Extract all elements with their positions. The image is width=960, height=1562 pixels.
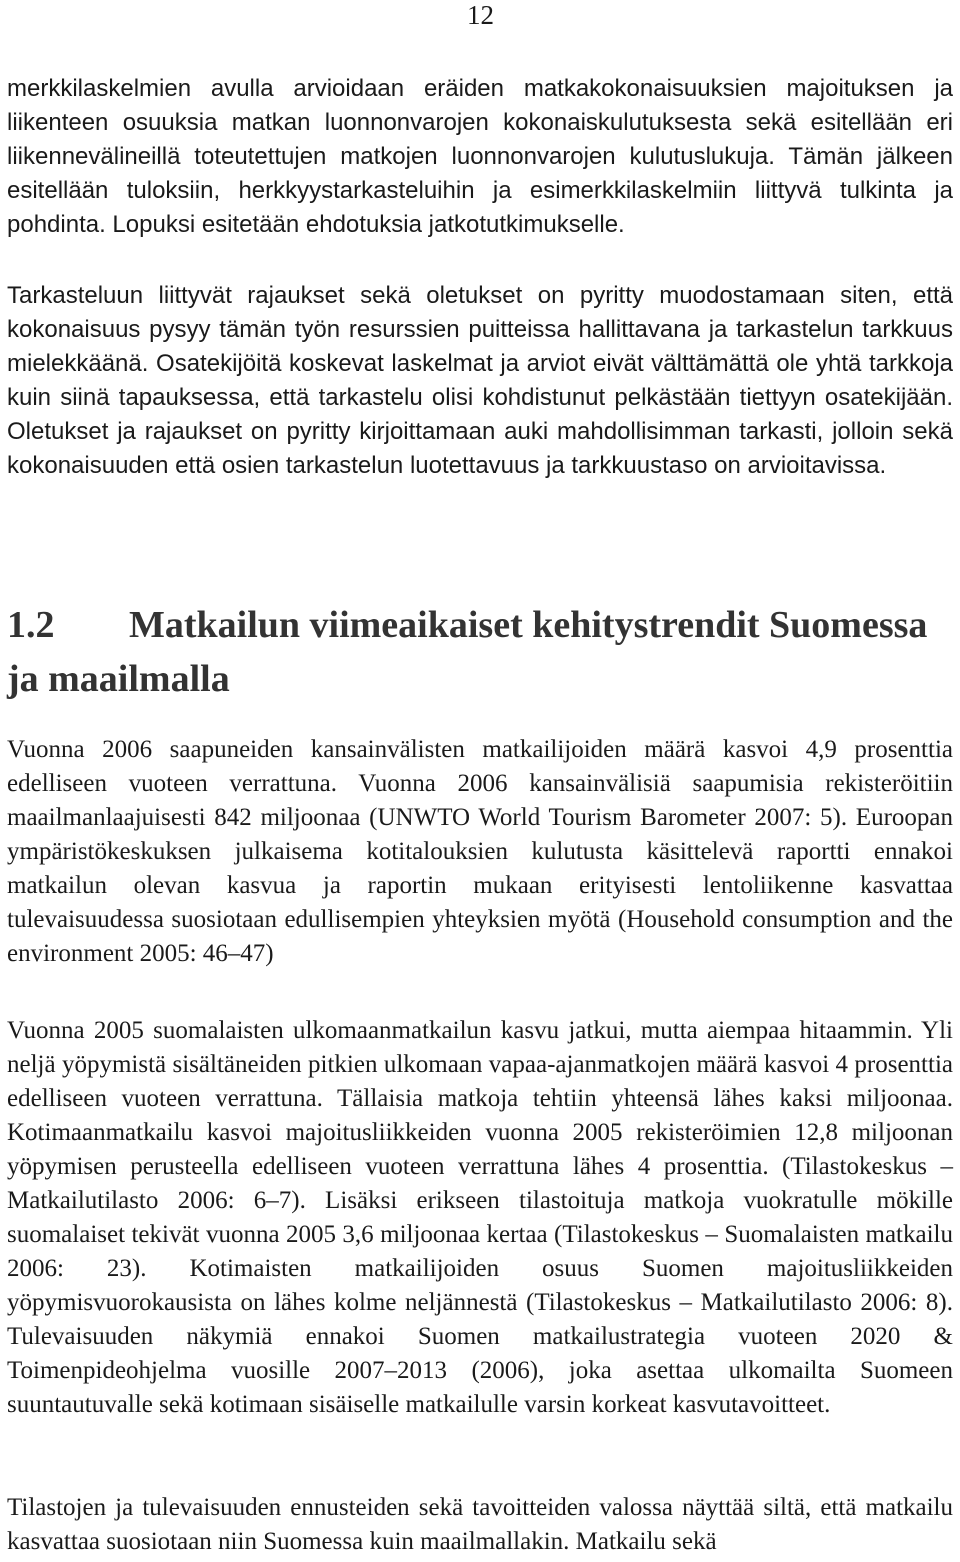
section-paragraph-3: Tilastojen ja tulevaisuuden ennusteiden sekä tavoitteiden valossa näyttää siltä, että matkailu kasvattaa suosiotaan niin Suomessa kuin maailmallakin. Matkailu sekä xyxy=(7,1494,953,1555)
section-heading xyxy=(7,598,953,706)
section-number: 1.2 xyxy=(7,604,55,646)
section-paragraph-2: Vuonna 2005 suomalaisten ulkomaanmatkailun kasvu jatkui, mutta aiempaa hitaammin. Yli neljä yöpymistä sisältäneiden pitkien ulkomaan vapaa-ajanmatkojen määrä kasvoi 4 prosenttia edelliseen vuoteen verrattuna. Tällaisia matkoja tehtiin yhteensä lähes kaksi miljoonaa. Kotimaanmatkailu kasvoi majoitusliikkeiden vuonna 2005 rekisteröimien 12,8 miljoonan yöpymisen perusteella edelliseen vuoteen verrattuna lähes 4 prosenttia. (Tilastokeskus – Matkailutilasto 2006: 6–7). Lisäksi erikseen tilastoituja matkoja vuokratulle mökille suomalaiset tekivät vuonna 2005 3,6 miljoonaa kertaa (Tilastokeskus – Suomalaisten matkailu 2006: 23). Kotimaisten matkailijoiden osuus Suomen majoitusliikkeiden yöpymisvuorokausista on lähes kolme neljännestä (Tilastokeskus – Matkailutilasto 2006: 8). Tulevaisuuden näkymiä ennakoi Suomen matkailustrategia vuoteen 2020 & Toimenpideohjelma vuosille 2007–2013 (2006), joka asettaa ulkomailta Suomeen suuntautuvalle sekä kotimaan sisäiselle matkailulle varsin korkeat kasvutavoitteet. xyxy=(7,1017,953,1418)
section-paragraph-1: Vuonna 2006 saapuneiden kansainvälisten matkailijoiden määrä kasvoi 4,9 prosenttia edelliseen vuoteen verrattuna. Vuonna 2006 kansainvälisiä saapumisia rekisteröitiin maailmanlaajuisesti 842 miljoonaa (UNWTO World Tourism Barometer 2007: 5). Euroopan ympäristökeskuksen julkaisema kotitalouksien kulutusta käsittelevä raportti ennakoi matkailun olevan kasvua ja raportin mukaan erityisesti lentoliikenne kasvattaa tulevaisuudessa suosiotaan edullisempien yhteyksien myötä (Household consumption and the environment 2005: 46–47) xyxy=(7,736,953,967)
intro-paragraph-2: Tarkasteluun liittyvät rajaukset sekä oletukset on pyritty muodostamaan siten, että kokonaisuus pysyy tämän työn resurssien puitteissa hallittavana ja tarkastelun tarkkuus mielekkäänä. Osatekijöitä koskevat laskelmat ja arviot eivät välttämättä ole yhtä tarkkoja kuin siinä tapauksessa, että tarkastelu olisi kohdistunut pelkästään tiettyyn osatekijään. Oletukset ja rajaukset on pyritty kirjoittamaan auki mahdollisimman tarkasti, jolloin sekä kokonaisuuden että osien tarkastelun luotettavuus ja tarkkuustaso on arvioitavissa. xyxy=(7,282,953,479)
intro-paragraph-1: merkkilaskelmien avulla arvioidaan eräiden matkakokonaisuuksien majoituksen ja liikenteen osuuksia matkan luonnonvarojen kokonaiskulutuksesta sekä esitellään eri liikennevälineillä toteutettujen matkojen luonnonvarojen kulutuslukuja. Tämän jälkeen esitellään tuloksiin, herkkyystarkasteluihin ja esimerkkilaskelmiin liittyvä tulkinta ja pohdinta. Lopuksi esitetään ehdotuksia jatkotutkimukselle. xyxy=(7,75,953,238)
section-title: Matkailun viimeaikaiset kehitystrendit Suomessa ja maailmalla xyxy=(7,604,928,700)
page-number: 12 xyxy=(467,0,494,30)
